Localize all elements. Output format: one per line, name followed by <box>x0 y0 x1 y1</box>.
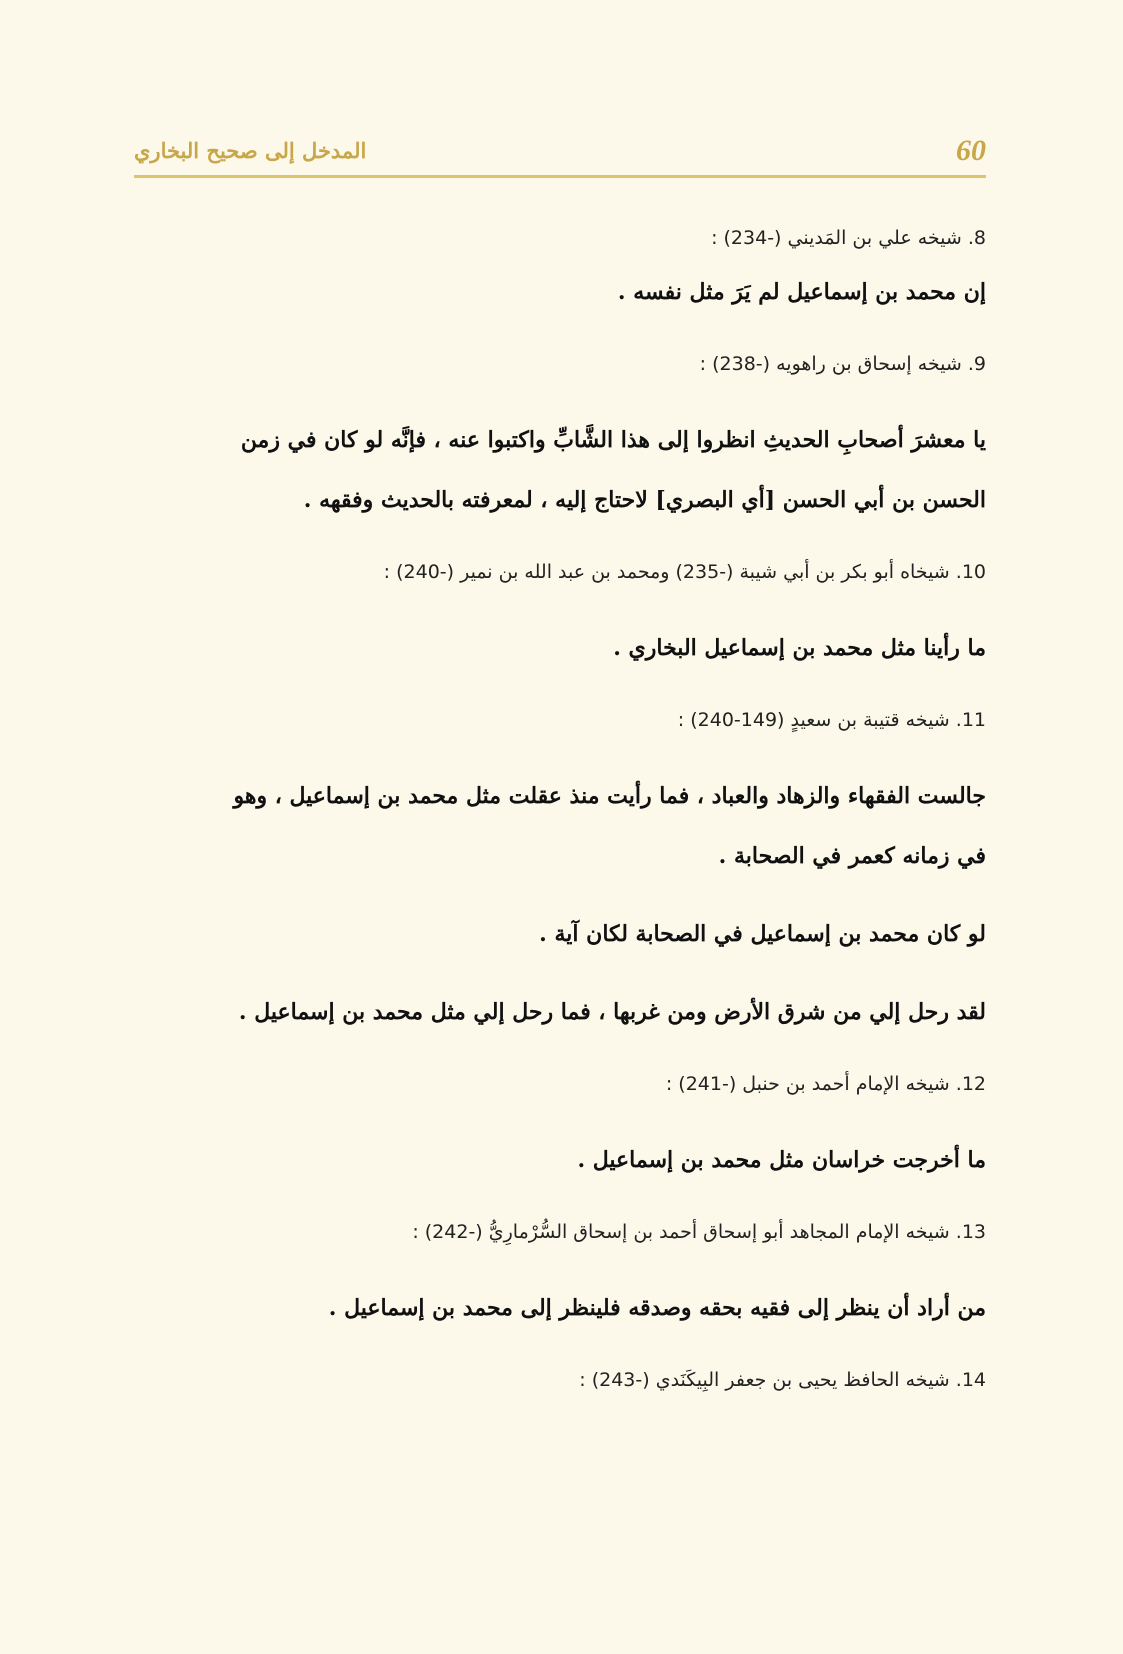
quote-line: من أراد أن ينظر إلى فقيه بحقه وصدقه فلينظر إلى محمد بن إسماعيل . <box>328 1295 986 1321</box>
entry-heading-11: 11. شيخه قتيبة بن سعيدٍ (149-240) : <box>677 709 986 731</box>
quote-line: في زمانه كعمر في الصحابة . <box>718 843 986 869</box>
quote-line: جالست الفقهاء والزهاد والعباد ، فما رأيت منذ عقلت مثل محمد بن إسماعيل ، وهو <box>233 783 986 809</box>
running-title: المدخل إلى صحيح البخاري <box>134 138 367 163</box>
quote-line: لو كان محمد بن إسماعيل في الصحابة لكان آية . <box>539 921 986 947</box>
quote-line: الحسن بن أبي الحسن [أي البصري] لاحتاج إليه ، لمعرفته بالحديث وفقهه . <box>303 487 986 513</box>
entry-heading-13: 13. شيخه الإمام المجاهد أبو إسحاق أحمد بن إسحاق السُّرْمارِيُّ (-242) : <box>412 1221 986 1243</box>
page-header <box>134 128 986 178</box>
page-body <box>134 218 986 1400</box>
entry-heading-14: 14. شيخه الحافظ يحيى بن جعفر البِيكَنَدي (-243) : <box>579 1369 986 1391</box>
quote-line: ما أخرجت خراسان مثل محمد بن إسماعيل . <box>577 1147 986 1173</box>
quote-line: إن محمد بن إسماعيل لم يَرَ مثل نفسه . <box>617 279 986 305</box>
entry-heading-8: 8. شيخه علي بن المَديني (-234) : <box>711 227 986 249</box>
entry-heading-9: 9. شيخه إسحاق بن راهويه (-238) : <box>699 353 986 375</box>
page-number: 60 <box>956 134 986 167</box>
quote-line: ما رأينا مثل محمد بن إسماعيل البخاري . <box>613 635 986 661</box>
header-rule <box>134 175 986 178</box>
quote-line: لقد رحل إلي من شرق الأرض ومن غربها ، فما رحل إلي مثل محمد بن إسماعيل . <box>238 999 986 1025</box>
entry-heading-10: 10. شيخاه أبو بكر بن أبي شيبة (-235) ومحمد بن عبد الله بن نمير (-240) : <box>383 561 986 583</box>
quote-line: يا معشرَ أصحابِ الحديثِ انظروا إلى هذا الشَّابِّ واكتبوا عنه ، فإنَّه لو كان في زمن <box>240 427 986 453</box>
entry-heading-12: 12. شيخه الإمام أحمد بن حنبل (-241) : <box>665 1073 986 1095</box>
